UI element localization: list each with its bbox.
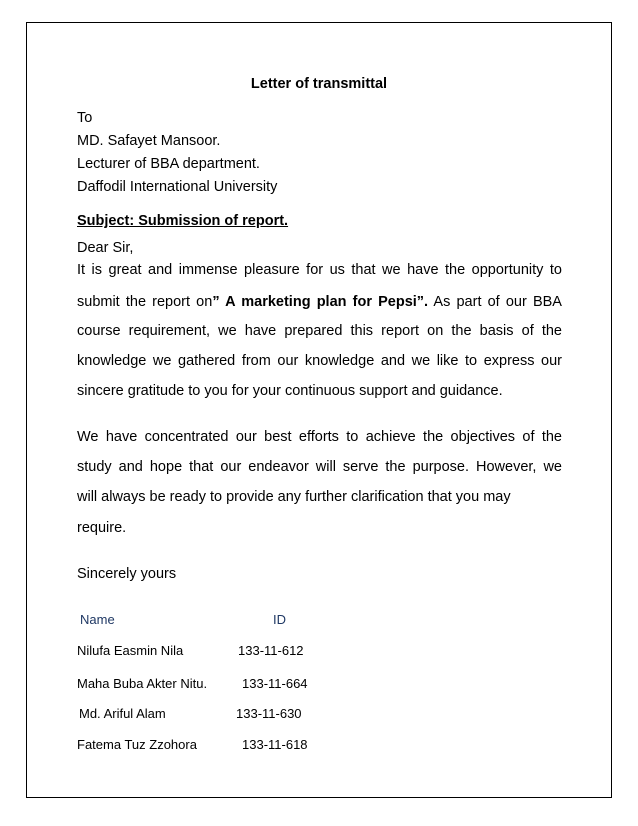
report-intro-text: submit the report on bbox=[77, 294, 213, 310]
paragraph1-line5: sincere gratitude to you for your continuous support and guidance. bbox=[77, 383, 503, 399]
closing: Sincerely yours bbox=[77, 566, 177, 582]
report-intro-continuation: As part of our BBA bbox=[428, 294, 562, 310]
paragraph1-line2 bbox=[77, 294, 562, 310]
column-header-name: Name bbox=[80, 612, 115, 627]
member-id: 133-11-664 bbox=[242, 676, 308, 691]
member-name: Fatema Tuz Zzohora bbox=[77, 737, 197, 752]
member-id: 133-11-618 bbox=[242, 737, 308, 752]
paragraph2-line3: will always be ready to provide any further clarification that you may bbox=[77, 489, 511, 505]
recipient-name: MD. Safayet Mansoor. bbox=[77, 133, 221, 149]
member-name: Maha Buba Akter Nitu. bbox=[77, 676, 208, 691]
salutation: Dear Sir, bbox=[77, 240, 134, 256]
column-header-id: ID bbox=[273, 612, 286, 627]
paragraph2-line4: require. bbox=[77, 520, 127, 536]
paragraph1-line3: course requirement, we have prepared this report on the basis of the bbox=[77, 323, 562, 339]
report-title: ” A marketing plan for Pepsi”. bbox=[212, 294, 429, 310]
paragraph1-line4: knowledge we gathered from our knowledge and we like to express our bbox=[77, 353, 562, 369]
recipient-institution: Daffodil International University bbox=[77, 179, 278, 195]
letter-subject: Subject: Submission of report. bbox=[77, 213, 289, 229]
member-name: Md. Ariful Alam bbox=[79, 706, 166, 721]
member-id: 133-11-630 bbox=[236, 706, 302, 721]
letter-title: Letter of transmittal bbox=[250, 76, 388, 92]
recipient-position: Lecturer of BBA department. bbox=[77, 156, 260, 172]
paragraph2-line2: study and hope that our endeavor will serve the purpose. However, we bbox=[77, 459, 562, 475]
paragraph1-line1: It is great and immense pleasure for us that we have the opportunity to bbox=[77, 262, 562, 278]
member-id: 133-11-612 bbox=[238, 643, 304, 658]
recipient-to: To bbox=[77, 110, 93, 126]
paragraph2-line1: We have concentrated our best efforts to achieve the objectives of the bbox=[77, 429, 562, 445]
member-name: Nilufa Easmin Nila bbox=[77, 643, 184, 658]
